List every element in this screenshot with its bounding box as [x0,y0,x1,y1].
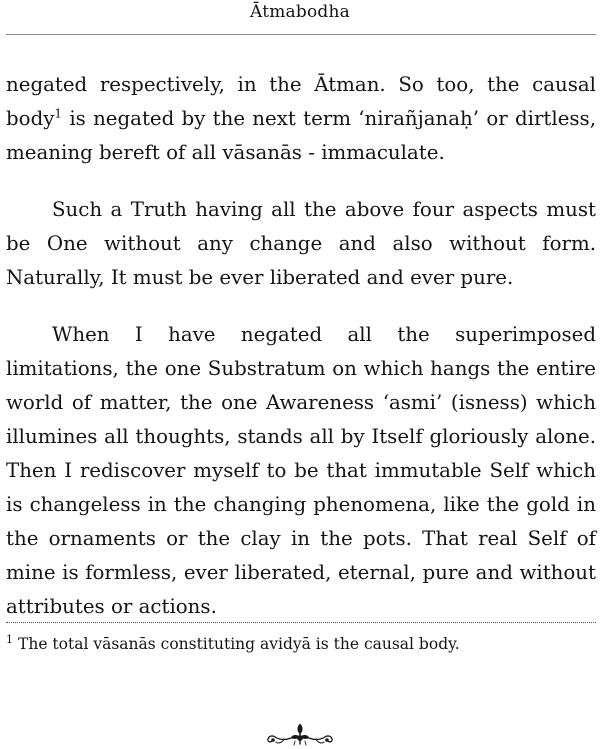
footnote [6,633,596,655]
paragraph-1-continuation: is negated by the next term ‘nirañjanaḥ’ or dirtless, meaning bereft of all vāsanās - immaculate. [6,107,596,164]
paragraph-1 [6,68,596,170]
footnote-reference: 1 [54,106,63,121]
footnote-number: 1 [6,632,13,646]
paragraph-2: Such a Truth having all the above four aspects must be One without any change and also without form. Naturally, It must be ever liberated and ever pure. [6,198,596,289]
running-head: Ātmabodha [250,2,350,22]
header-rule [6,34,596,35]
footnote-divider [6,622,596,623]
paragraph-3: When I have negated all the superimposed limitations, the one Substratum on which hangs the entire world of matter, the one Awareness ‘asmi’ (isness) which illumines all thoughts, stands all by Itself gloriously alone. Then I rediscover myself to be that immutable Self which is changeless in the changing phenomena, like the gold in the ornaments or the clay in the pots. That real Self of mine is formless, ever liberated, eternal, pure and without attributes or actions. [6,323,596,618]
paragraph-1-text: negated respectively, in the Ātman. So too, the causal body [6,73,596,130]
floral-ornament-icon [262,718,338,746]
footnote-text: The total vāsanās constituting avidyā is the causal body. [18,635,460,653]
page-body [6,68,596,624]
